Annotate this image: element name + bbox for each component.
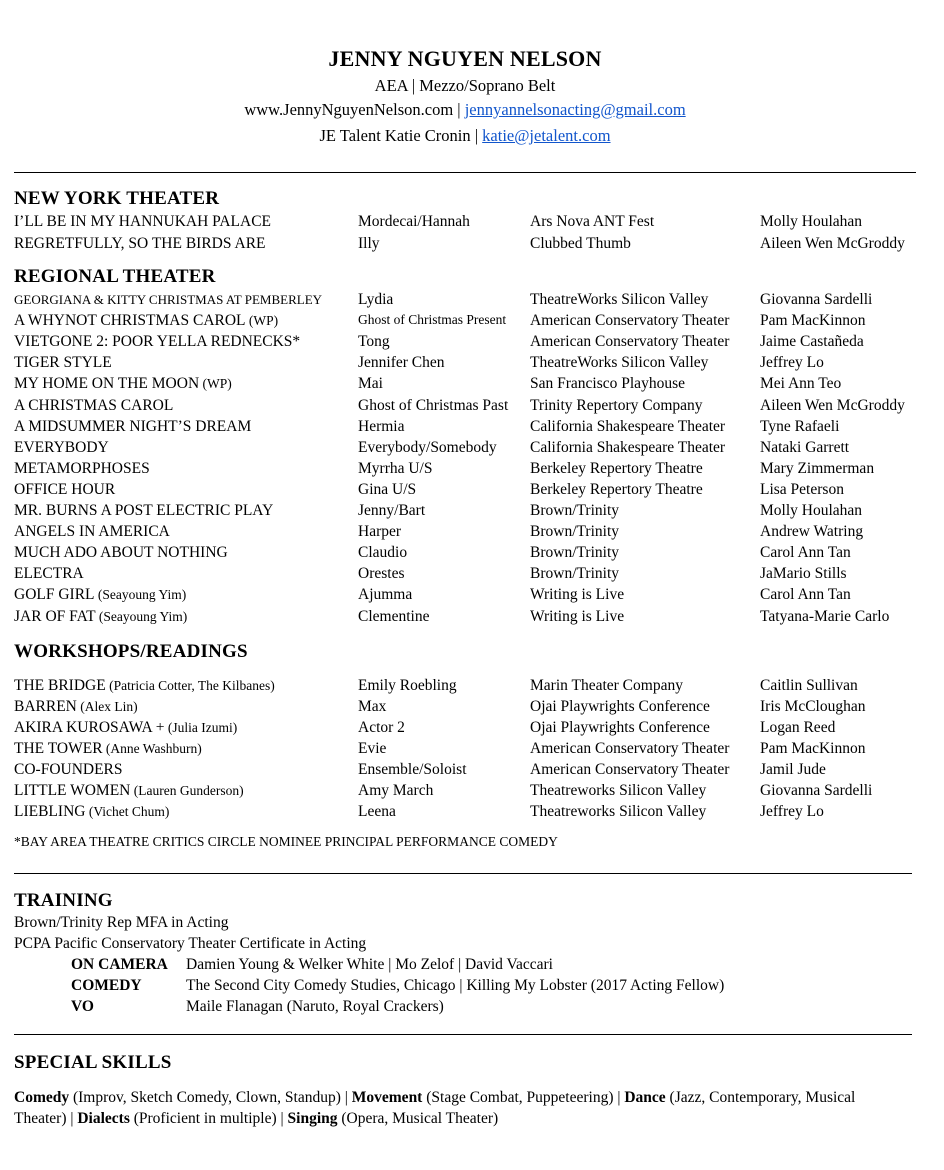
credit-director: Tyne Rafaeli <box>760 417 840 435</box>
training-item <box>0 998 930 1019</box>
credit-company: Berkeley Repertory Theatre <box>530 459 703 477</box>
credit-director: JaMario Stills <box>760 565 847 583</box>
credit-title-text: GEORGIANA & KITTY CHRISTMAS AT PEMBERLEY <box>14 292 323 307</box>
credit-director: Giovanna Sardelli <box>760 291 873 308</box>
credit-row <box>0 719 930 740</box>
skill-detail: (Jazz, Contemporary, Musical Theater) | <box>14 1089 856 1127</box>
credit-company: Theatreworks Silicon Valley <box>530 782 707 799</box>
credit-company: TheatreWorks Silicon Valley <box>530 291 709 308</box>
credit-note: (Seayoung Yim) <box>95 608 188 624</box>
credit-company: American Conservatory Theater <box>530 761 730 778</box>
credit-title-text: JAR OF FAT <box>14 607 96 625</box>
credit-role: Amy March <box>358 782 434 799</box>
credit-note: (Vichet Chum) <box>85 804 170 819</box>
training-item-key: VO <box>71 998 94 1015</box>
credit-note: (Seayoung Yim) <box>94 587 187 603</box>
credit-role: Hermia <box>358 417 405 435</box>
credit-title <box>14 397 173 415</box>
credit-company: Writing is Live <box>530 607 625 625</box>
credit-title <box>14 354 112 372</box>
credit-note: (WP) <box>199 376 232 392</box>
section-heading-training: TRAINING <box>14 890 113 911</box>
credit-row <box>0 291 930 312</box>
credit-title-text: LIEBLING <box>14 803 86 820</box>
credit-company: Ars Nova ANT Fest <box>530 213 655 230</box>
credit-company: Writing is Live <box>530 586 625 604</box>
credit-row <box>0 213 930 234</box>
credit-title-text: VIETGONE 2: POOR YELLA REDNECKS* <box>14 333 301 351</box>
credit-role: Mai <box>358 375 383 393</box>
credit-title-text: A MIDSUMMER NIGHT’S DREAM <box>14 417 252 435</box>
skill-detail: (Stage Combat, Puppeteering) | <box>422 1089 625 1106</box>
credit-title-text: OFFICE HOUR <box>14 480 116 498</box>
credit-director: Giovanna Sardelli <box>760 782 873 799</box>
credit-row <box>0 439 930 460</box>
credit-title-text: LITTLE WOMEN <box>14 782 131 799</box>
credit-title-text: MY HOME ON THE MOON <box>14 375 200 393</box>
training-item-key: COMEDY <box>71 977 142 994</box>
credit-note: (Alex Lin) <box>76 699 138 714</box>
credit-title <box>14 235 266 253</box>
credit-director: Lisa Peterson <box>760 480 844 498</box>
separator: | <box>453 100 465 119</box>
credit-role: Ensemble/Soloist <box>358 761 467 778</box>
section-heading-regional: REGIONAL THEATER <box>14 266 216 287</box>
credit-company: Clubbed Thumb <box>530 234 631 252</box>
credit-role: Actor 2 <box>358 719 405 736</box>
credit-director: Molly Houlahan <box>760 502 863 519</box>
skill-label: Comedy <box>14 1089 70 1106</box>
credit-company: Berkeley Repertory Theatre <box>530 480 703 498</box>
credit-note: (Patricia Cotter, The Kilbanes) <box>105 678 275 693</box>
credit-row <box>0 502 930 523</box>
credit-row <box>0 608 930 629</box>
skill-label: Singing <box>287 1110 338 1127</box>
credit-title <box>14 418 251 436</box>
credit-role: Clementine <box>358 607 430 625</box>
credit-title <box>14 586 186 604</box>
performer-name: JENNY NGUYEN NELSON <box>328 46 602 71</box>
credit-title <box>14 375 232 393</box>
agent-line <box>0 126 930 146</box>
section-heading-ny: NEW YORK THEATER <box>14 188 220 209</box>
credit-row <box>0 586 930 607</box>
credit-director: Nataki Garrett <box>760 438 850 456</box>
credit-title-text: CO-FOUNDERS <box>14 761 123 778</box>
credit-director: Logan Reed <box>760 719 836 736</box>
credit-company: Brown/Trinity <box>530 544 620 562</box>
credit-title-text: BARREN <box>14 698 77 715</box>
credit-company: American Conservatory Theater <box>530 333 730 351</box>
credit-row <box>0 481 930 502</box>
credit-row <box>0 782 930 803</box>
credit-title <box>14 502 273 520</box>
training-item-value: Maile Flanagan (Naruto, Royal Crackers) <box>186 998 444 1015</box>
credit-row <box>0 523 930 544</box>
email-link[interactable]: jennyannelsonacting@gmail.com <box>464 100 686 119</box>
union-voice-type: AEA | Mezzo/Soprano Belt <box>374 76 556 95</box>
contact-line <box>0 100 930 120</box>
credit-title-text: A CHRISTMAS CAROL <box>14 396 174 414</box>
credit-title <box>14 761 123 779</box>
credit-role: Orestes <box>358 565 405 583</box>
credit-title <box>14 740 202 758</box>
credit-title <box>14 213 271 231</box>
credit-row <box>0 418 930 439</box>
credit-title-text: ELECTRA <box>14 565 84 583</box>
training-line: PCPA Pacific Conservatory Theater Certificate in Acting <box>14 935 367 952</box>
credit-row <box>0 565 930 586</box>
skill-detail: (Proficient in multiple) | <box>129 1110 288 1127</box>
credit-role: Ghost of Christmas Present <box>358 312 507 328</box>
credit-title-text: GOLF GIRL <box>14 586 95 604</box>
credit-director: Iris McCloughan <box>760 698 866 715</box>
credit-role: Lydia <box>358 291 394 308</box>
credit-title-text: I’LL BE IN MY HANNUKAH PALACE <box>14 213 272 230</box>
credit-company: Brown/Trinity <box>530 523 620 541</box>
credit-title <box>14 608 187 626</box>
credit-company: American Conservatory Theater <box>530 740 730 757</box>
credit-director: Andrew Watring <box>760 523 864 541</box>
credit-title-text: MR. BURNS A POST ELECTRIC PLAY <box>14 502 274 519</box>
credit-role: Harper <box>358 523 402 541</box>
credit-title-text: MUCH ADO ABOUT NOTHING <box>14 544 228 562</box>
credit-role: Ghost of Christmas Past <box>358 396 509 414</box>
credit-company: San Francisco Playhouse <box>530 375 685 393</box>
credit-title <box>14 782 244 800</box>
credit-row <box>0 698 930 719</box>
credit-title-text: EVERYBODY <box>14 438 109 456</box>
credit-row <box>0 235 930 256</box>
credit-director: Pam MacKinnon <box>760 740 866 757</box>
credit-director: Jamil Jude <box>760 761 826 778</box>
credit-title <box>14 719 237 737</box>
credit-director: Aileen Wen McGroddy <box>760 234 905 252</box>
credit-director: Carol Ann Tan <box>760 544 851 562</box>
special-skills-text <box>14 1087 894 1129</box>
skill-label: Dance <box>624 1089 666 1106</box>
training-item-key: ON CAMERA <box>71 956 168 973</box>
credit-row <box>0 544 930 565</box>
section-heading-skills: SPECIAL SKILLS <box>14 1052 172 1073</box>
credit-company: Marin Theater Company <box>530 677 683 694</box>
section-heading-workshops: WORKSHOPS/READINGS <box>14 641 248 662</box>
credit-title-text: ANGELS IN AMERICA <box>14 523 170 541</box>
credit-note: (Anne Washburn) <box>102 741 202 756</box>
training-item-value: Damien Young & Welker White | Mo Zelof | David Vaccari <box>186 956 553 973</box>
credit-title-text: REGRETFULLY, SO THE BIRDS ARE <box>14 234 266 252</box>
separator: | <box>470 126 483 145</box>
credit-role: Max <box>358 698 387 715</box>
credit-title <box>14 312 278 330</box>
credit-role: Jennifer Chen <box>358 354 445 372</box>
credit-director: Jeffrey Lo <box>760 803 824 820</box>
credit-director: Jaime Castañeda <box>760 333 864 351</box>
credit-role: Ajumma <box>358 586 413 604</box>
credit-title-text: AKIRA KUROSAWA + <box>14 719 165 736</box>
credit-title <box>14 677 275 695</box>
credit-company: Ojai Playwrights Conference <box>530 698 710 715</box>
credit-company: Brown/Trinity <box>530 502 620 519</box>
credit-row <box>0 397 930 418</box>
divider <box>14 1034 912 1035</box>
credit-title-text: THE BRIDGE <box>14 677 106 694</box>
credit-company: American Conservatory Theater <box>530 312 730 330</box>
credit-role: Gina U/S <box>358 480 417 498</box>
credit-role: Leena <box>358 803 396 820</box>
skill-detail: (Opera, Musical Theater) <box>337 1110 499 1127</box>
credit-note: (WP) <box>245 313 279 329</box>
credit-director: Mary Zimmerman <box>760 459 875 477</box>
training-item <box>0 977 930 998</box>
divider <box>14 873 912 874</box>
agent-email-link[interactable]: katie@jetalent.com <box>482 126 611 145</box>
training-item <box>0 956 930 977</box>
credit-company: Theatreworks Silicon Valley <box>530 803 707 820</box>
credit-director: Aileen Wen McGroddy <box>760 396 905 414</box>
credit-role: Emily Roebling <box>358 677 457 694</box>
credit-company: California Shakespeare Theater <box>530 417 726 435</box>
credit-row <box>0 740 930 761</box>
credit-row <box>0 312 930 333</box>
credit-row <box>0 460 930 481</box>
credit-title <box>14 333 300 351</box>
credit-title-text: TIGER STYLE <box>14 354 112 372</box>
credit-role: Evie <box>358 740 387 757</box>
credit-director: Carol Ann Tan <box>760 586 851 604</box>
credit-role: Jenny/Bart <box>358 502 426 519</box>
credit-title-text: A WHYNOT CHRISTMAS CAROL <box>14 312 246 330</box>
credit-director: Mei Ann Teo <box>760 375 842 393</box>
skill-label: Movement <box>351 1089 423 1106</box>
credit-director: Jeffrey Lo <box>760 354 824 372</box>
credit-note: (Julia Izumi) <box>164 720 238 735</box>
credit-director: Molly Houlahan <box>760 213 863 230</box>
credit-company: TheatreWorks Silicon Valley <box>530 354 709 372</box>
credit-company: Ojai Playwrights Conference <box>530 719 710 736</box>
credit-title <box>14 523 170 541</box>
credit-role: Tong <box>358 333 390 351</box>
credit-role: Illy <box>358 234 380 252</box>
training-line: Brown/Trinity Rep MFA in Acting <box>14 914 229 931</box>
credit-row <box>0 375 930 396</box>
credit-director: Pam MacKinnon <box>760 312 866 330</box>
credit-title <box>14 698 138 716</box>
credit-company: Brown/Trinity <box>530 565 620 583</box>
credit-row <box>0 761 930 782</box>
credit-row <box>0 803 930 824</box>
credit-title <box>14 544 228 562</box>
agent-text: JE Talent Katie Cronin <box>319 126 471 145</box>
credit-director: Caitlin Sullivan <box>760 677 858 694</box>
credit-company: California Shakespeare Theater <box>530 438 726 456</box>
credit-title <box>14 481 115 499</box>
skill-label: Dialects <box>77 1110 130 1127</box>
credit-title <box>14 460 150 478</box>
credit-title <box>14 291 322 309</box>
credit-row <box>0 333 930 354</box>
credit-role: Claudio <box>358 544 408 562</box>
skill-detail: (Improv, Sketch Comedy, Clown, Standup) | <box>69 1089 352 1106</box>
credit-title <box>14 565 84 583</box>
website-text: www.JennyNguyenNelson.com <box>244 100 454 119</box>
credit-company: Trinity Repertory Company <box>530 396 703 414</box>
credit-row <box>0 677 930 698</box>
credit-director: Tatyana-Marie Carlo <box>760 607 890 625</box>
credit-title <box>14 803 169 821</box>
credit-role: Myrrha U/S <box>358 459 433 477</box>
credit-role: Mordecai/Hannah <box>358 213 470 230</box>
credit-title-text: METAMORPHOSES <box>14 459 150 477</box>
divider <box>14 172 916 173</box>
credit-title <box>14 439 109 457</box>
training-item-value: The Second City Comedy Studies, Chicago | Killing My Lobster (2017 Acting Fellow) <box>186 977 725 994</box>
footnote: *BAY AREA THEATRE CRITICS CIRCLE NOMINEE PRINCIPAL PERFORMANCE COMEDY <box>14 834 558 849</box>
credit-row <box>0 354 930 375</box>
credit-note: (Lauren Gunderson) <box>130 783 244 798</box>
credit-title-text: THE TOWER <box>14 740 103 757</box>
credit-role: Everybody/Somebody <box>358 438 497 456</box>
